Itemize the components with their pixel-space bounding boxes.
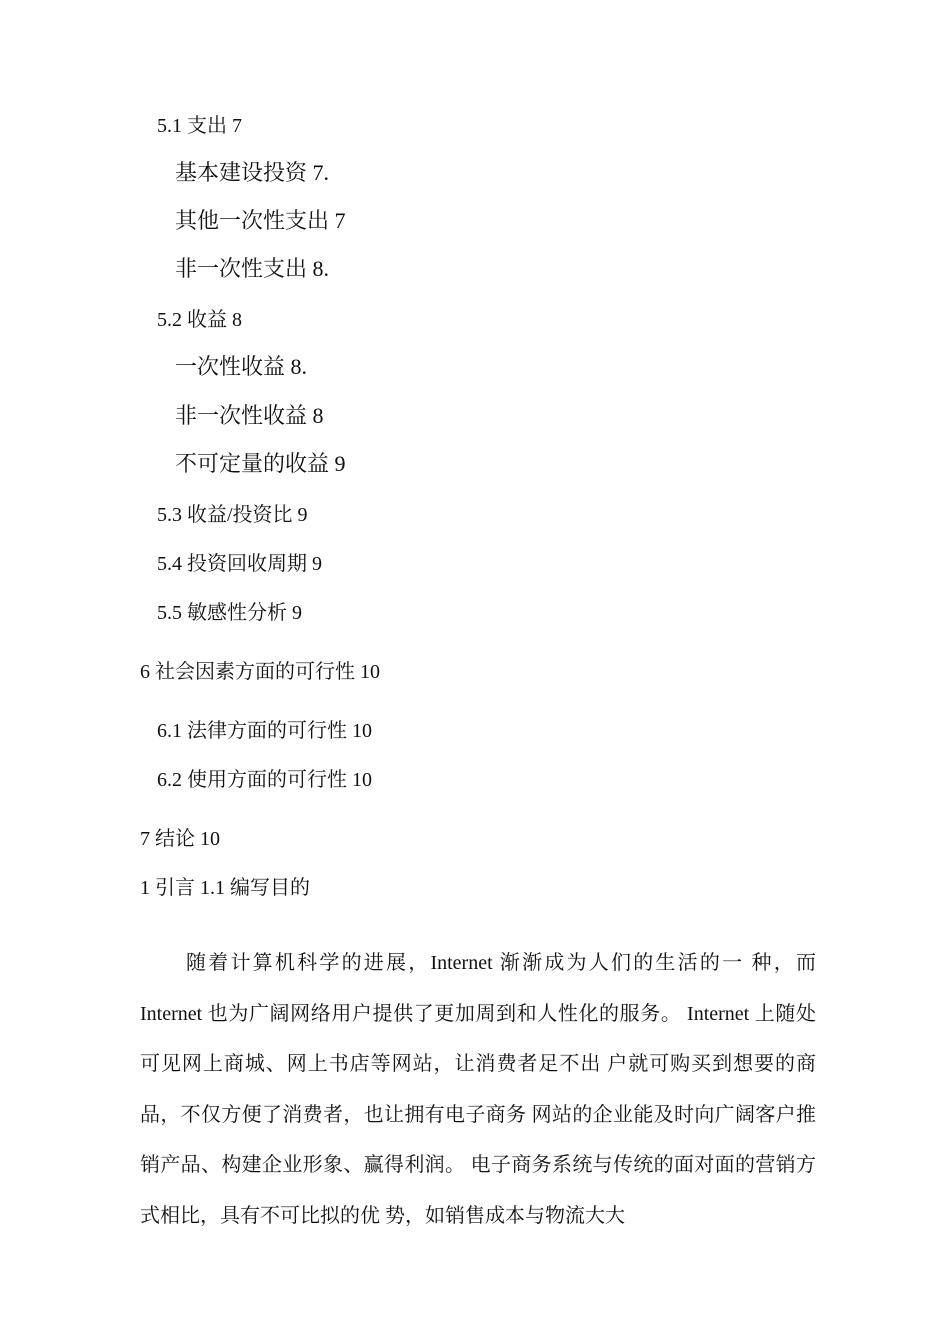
toc-entry-5-2-3: 不可定量的收益 9 <box>175 451 346 476</box>
toc-entry-5-2-2: 非一次性收益 8 <box>175 403 324 428</box>
body-paragraph: 随着计算机科学的进展，Internet 渐渐成为人们的生活的一 种，而 Internet 也为广阔网络用户提供了更加周到和人性化的服务。 Internet 上随处可见网上商城、网上书店等网站，让消费者足不出 户就可购买到想要的商品，不仅方便了消费者，也让拥有电子商务 网站的企业能及时向广阔客户推销产品、构建企业形象、赢得利润。 电子商务系统与传统的面对面的营销方式相比，具有不可比拟的优 势，如销售成本与物流大大 <box>140 952 816 1227</box>
toc-entry-6: 6 社会因素方面的可行性 10 <box>140 661 380 683</box>
toc-entry-5-1-2: 其他一次性支出 7 <box>175 208 346 233</box>
body-text <box>140 938 816 1241</box>
toc-entry-5-5: 5.5 敏感性分析 9 <box>157 602 302 624</box>
toc-entry-5-3: 5.3 收益/投资比 9 <box>157 504 308 526</box>
toc-entry-6-1: 6.1 法律方面的可行性 10 <box>157 720 372 742</box>
section-heading: 1 引言 1.1 编写目的 <box>140 877 310 899</box>
toc-entry-5-4: 5.4 投资回收周期 9 <box>157 553 322 575</box>
toc-entry-5-2-1: 一次性收益 8. <box>175 354 308 379</box>
toc-entry-5-2: 5.2 收益 8 <box>157 309 242 331</box>
toc-entry-7: 7 结论 10 <box>140 828 220 850</box>
toc-entry-5-1-3: 非一次性支出 8. <box>175 256 330 281</box>
toc-entry-5-1: 5.1 支出 7 <box>157 115 242 137</box>
toc-entry-5-1-1: 基本建设投资 7. <box>175 160 330 185</box>
toc-entry-6-2: 6.2 使用方面的可行性 10 <box>157 769 372 791</box>
